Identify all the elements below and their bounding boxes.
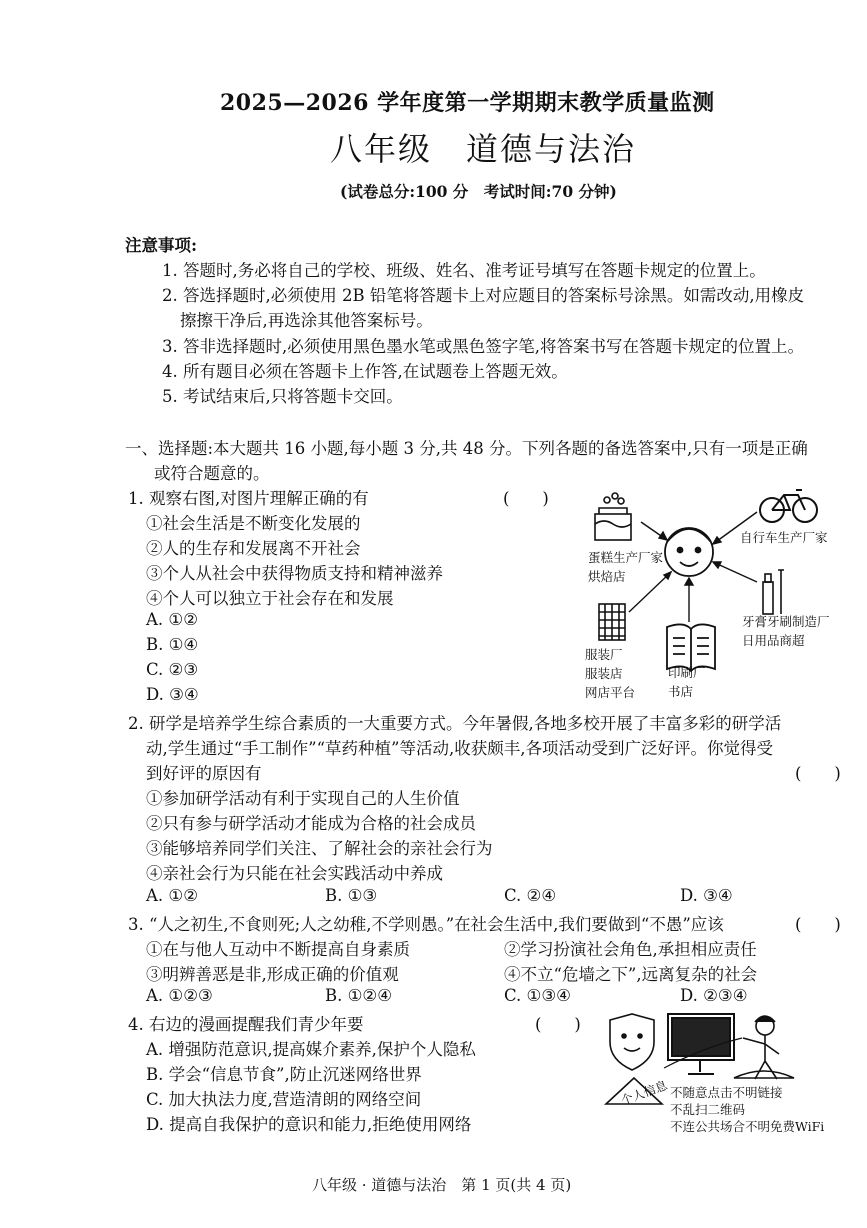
cartoon-caption-1: 不随意点击不明链接	[670, 1085, 783, 1100]
q1-item-4: ④个人可以独立于社会存在和发展	[146, 589, 394, 608]
cartoon-sign-label: 个人信息	[619, 1078, 670, 1108]
note-item-1: 1. 答题时,务必将自己的学校、班级、姓名、准考证号填写在答题卡规定的位置上。	[162, 261, 766, 280]
q4-option-a: A. 增强防范意识,提高媒介素养,保护个人隐私	[146, 1040, 476, 1059]
q4-option-c: C. 加大执法力度,营造清朗的网络空间	[146, 1090, 422, 1109]
q2-option-b: B. ①③	[325, 886, 378, 905]
q1-item-2: ②人的生存和发展离不开社会	[146, 539, 361, 558]
q4-stem: 4. 右边的漫画提醒我们青少年要	[128, 1015, 364, 1034]
cake-caption: 蛋糕生产厂家 烘焙店	[588, 550, 664, 584]
q3-item-3: ③明辨善恶是非,形成正确的价值观	[146, 965, 399, 984]
shield-character-icon	[610, 1014, 654, 1070]
bike-caption: 自行车生产厂家	[740, 530, 828, 545]
q2-option-d: D. ③④	[680, 886, 733, 905]
q1-option-c: C. ②③	[146, 660, 199, 679]
q1-item-3: ③个人从社会中获得物质支持和精神滋养	[146, 564, 443, 583]
clothes-rack-icon	[599, 604, 625, 640]
monitor-icon	[668, 1014, 734, 1074]
toothpaste-icon	[763, 570, 784, 614]
cartoon-caption-2: 不乱扫二维码	[670, 1102, 746, 1117]
q3-stem: 3. “人之初生,不食则死;人之幼稚,不学则愚。”在社会生活中,我们要做到“不愚”应该	[128, 915, 724, 934]
q3-item-4: ④不立“危墙之下”,远离复杂的社会	[504, 965, 758, 984]
page-footer: 八年级 · 道德与法治 第 1 页(共 4 页)	[312, 1176, 572, 1194]
q1-option-b: B. ①④	[146, 635, 199, 654]
book-caption: 印刷厂 书店	[668, 665, 706, 699]
q4-answer-paren: ( )	[535, 1015, 581, 1034]
q3-item-1: ①在与他人互动中不断提高自身素质	[146, 940, 410, 959]
person-face-icon	[665, 528, 713, 576]
q3-option-b: B. ①②④	[325, 986, 392, 1005]
q2-option-a: A. ①②	[146, 886, 198, 905]
note-item-4: 4. 所有题目必须在答题卡上作答,在试题卷上答题无效。	[162, 362, 568, 381]
q2-stem-line3: 到好评的原因有	[146, 764, 262, 783]
q4-option-b: B. 学会“信息节食”,防止沉迷网络世界	[146, 1065, 422, 1084]
section1-heading: 一、选择题:本大题共 16 小题,每小题 3 分,共 48 分。下列各题的备选答案中,只有一项是正确	[125, 439, 808, 458]
q1-option-d: D. ③④	[146, 685, 199, 704]
clothes-caption: 服装厂 服装店 网店平台	[585, 647, 636, 700]
q2-item-3: ③能够培养同学们关注、了解社会的亲社会行为	[146, 839, 493, 858]
q3-item-2: ②学习扮演社会角色,承担相应责任	[504, 940, 757, 959]
q2-option-c: C. ②④	[504, 886, 557, 905]
q3-option-a: A. ①②③	[146, 986, 213, 1005]
q2-stem-line1: 2. 研学是培养学生综合素质的一大重要方式。今年暑假,各地多校开展了丰富多彩的研学活	[128, 714, 782, 733]
exam-meta: (试卷总分:100 分 考试时间:70 分钟)	[340, 182, 617, 201]
q2-item-1: ①参加研学活动有利于实现自己的人生价值	[146, 789, 460, 808]
q2-answer-paren: ( )	[795, 764, 841, 783]
bicycle-icon	[760, 490, 817, 522]
note-item-2: 2. 答选择题时,必须使用 2B 铅笔将答题卡上对应题目的答案标号涂黑。如需改动,用橡皮	[162, 286, 805, 305]
cake-icon	[595, 493, 631, 540]
subject-title: 八年级 道德与法治	[330, 130, 637, 168]
q3-answer-paren: ( )	[795, 915, 841, 934]
q1-item-1: ①社会生活是不断变化发展的	[146, 514, 361, 533]
note-item-2-cont: 擦擦干净后,再选涂其他答案标号。	[180, 311, 433, 330]
q1-stem: 1. 观察右图,对图片理解正确的有	[128, 489, 369, 508]
child-figure-icon	[734, 1016, 794, 1079]
note-item-3: 3. 答非选择题时,必须使用黑色墨水笔或黑色签字笔,将答案书写在答题卡规定的位置上。	[162, 337, 804, 356]
q2-stem-line2: 动,学生通过“手工制作”“草药种植”等活动,收获颇丰,各项活动受到广泛好评。你觉得受	[146, 739, 773, 758]
q2-item-2: ②只有参与研学活动才能成为合格的社会成员	[146, 814, 476, 833]
q3-option-d: D. ②③④	[680, 986, 748, 1005]
q3-option-c: C. ①③④	[504, 986, 571, 1005]
tooth-caption: 牙膏牙刷制造厂 日用品商超	[742, 614, 830, 648]
section1-heading-cont: 或符合题意的。	[154, 464, 270, 483]
notes-heading: 注意事项:	[125, 236, 198, 255]
q2-item-4: ④亲社会行为只能在社会实践活动中养成	[146, 864, 443, 883]
exam-title: 2025—2026 学年度第一学期期末教学质量监测	[220, 90, 715, 116]
cartoon-caption-3: 不连公共场合不明免费WiFi	[670, 1119, 825, 1134]
q1-answer-paren: ( )	[503, 489, 549, 508]
q1-option-a: A. ①②	[146, 610, 198, 629]
note-item-5: 5. 考试结束后,只将答题卡交回。	[162, 387, 403, 406]
q4-option-d: D. 提高自我保护的意识和能力,拒绝使用网络	[146, 1115, 472, 1134]
